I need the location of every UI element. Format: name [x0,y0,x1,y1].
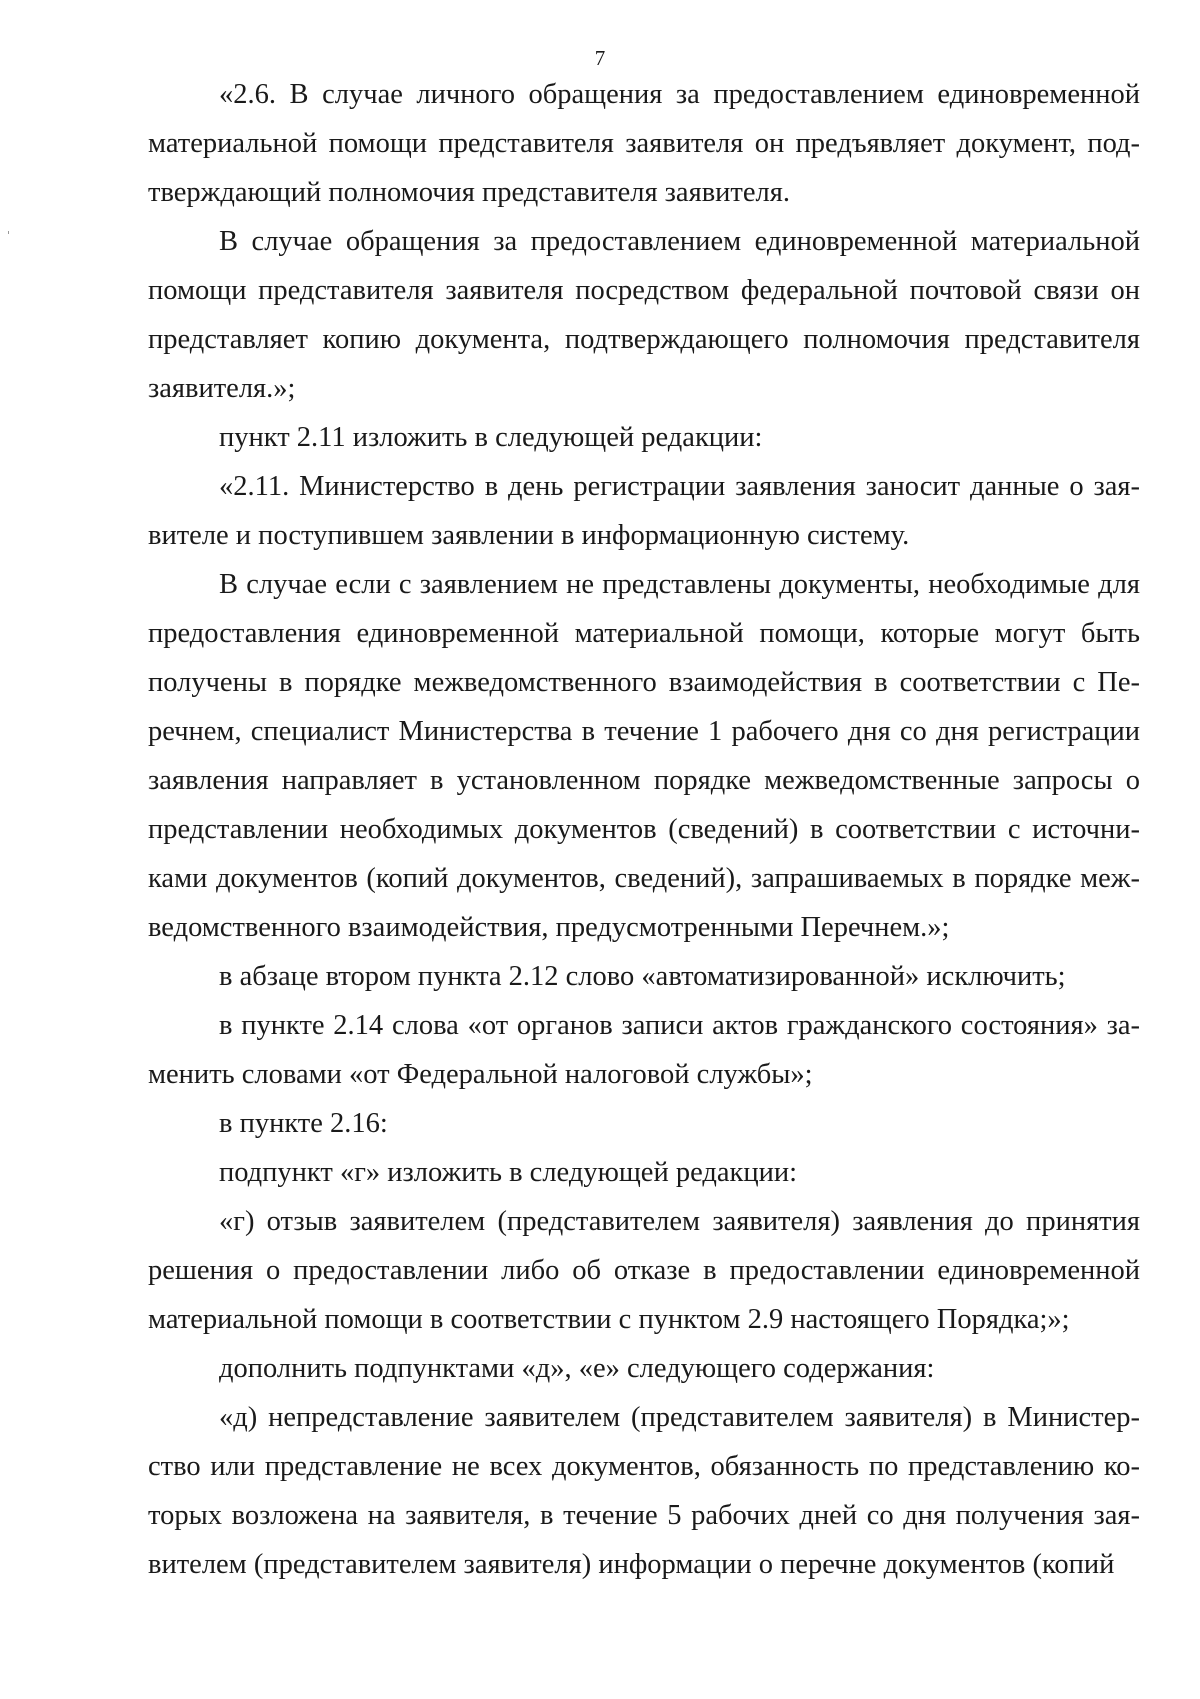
scan-margin-mark [8,231,9,234]
paragraph-amend-2-12: в абзаце втором пункта 2.12 слово «автоматизированной» исключить; [219,961,1066,992]
document-body [148,70,1140,1589]
paragraph-subpoint-g-heading: подпункт «г» изложить в следующей редакции: [219,1157,798,1188]
paragraph-subpoint-g: «г) отзыв заявителем (представителем заявителя) заявления до принятия решения о предоставлении либо об отказе в предоставлении единовременной материальной помощи в соответствии с пунктом 2.9 настоящего Порядка;»; [148,1206,1140,1335]
paragraph-amend-2-16: в пункте 2.16: [219,1108,388,1139]
paragraph-subpoint-d: «д) непредставление заявителем (представителем заявителя) в Министерство или представление не всех документов, обязанность по представлению которых возложена на заявителя, в течение 5 рабочих дней со дня получения заявителем (представителем заявителя) информации о перечне документов (копий [148,1402,1140,1580]
paragraph-2-6: «2.6. В случае личного обращения за предоставлением единовременной материальной помощи представителя заявителя он предъявляет документ, подтверждающий полномочия представителя заявителя. [148,79,1140,208]
paragraph-postal-copy: В случае обращения за предоставлением единовременной материальной помощи представителя заявителя посредством федеральной почтовой связи он представляет копию документа, подтверждающего полномочия представителя заявителя.»; [148,226,1140,404]
paragraph-add-subpoints: дополнить подпунктами «д», «е» следующего содержания: [219,1353,935,1384]
paragraph-interagency-requests: В случае если с заявлением не представлены документы, необходимые для предоставления единовременной материальной помощи, которые могут быть получены в порядке межведомственного взаимодействия в соответствии с Перечнем, специалист Министерства в течение 1 рабочего дня со дня регистрации заявления направляет в установленном порядке межведомственные запросы о представлении необходимых документов (сведений) в соответствии с источниками документов (копий документов, сведений), запрашиваемых в порядке межведомственного взаимодействия, предусмотренными Перечнем.»; [148,569,1140,943]
page-number: 7 [594,46,606,70]
paragraph-amend-2-14: в пункте 2.14 слова «от органов записи актов гражданского состояния» заменить словами «от Федеральной налоговой службы»; [148,1010,1140,1090]
paragraph-amend-2-11: пункт 2.11 изложить в следующей редакции: [219,422,763,453]
paragraph-2-11: «2.11. Министерство в день регистрации заявления заносит данные о заявителе и поступившем заявлении в информационную систему. [148,471,1140,551]
